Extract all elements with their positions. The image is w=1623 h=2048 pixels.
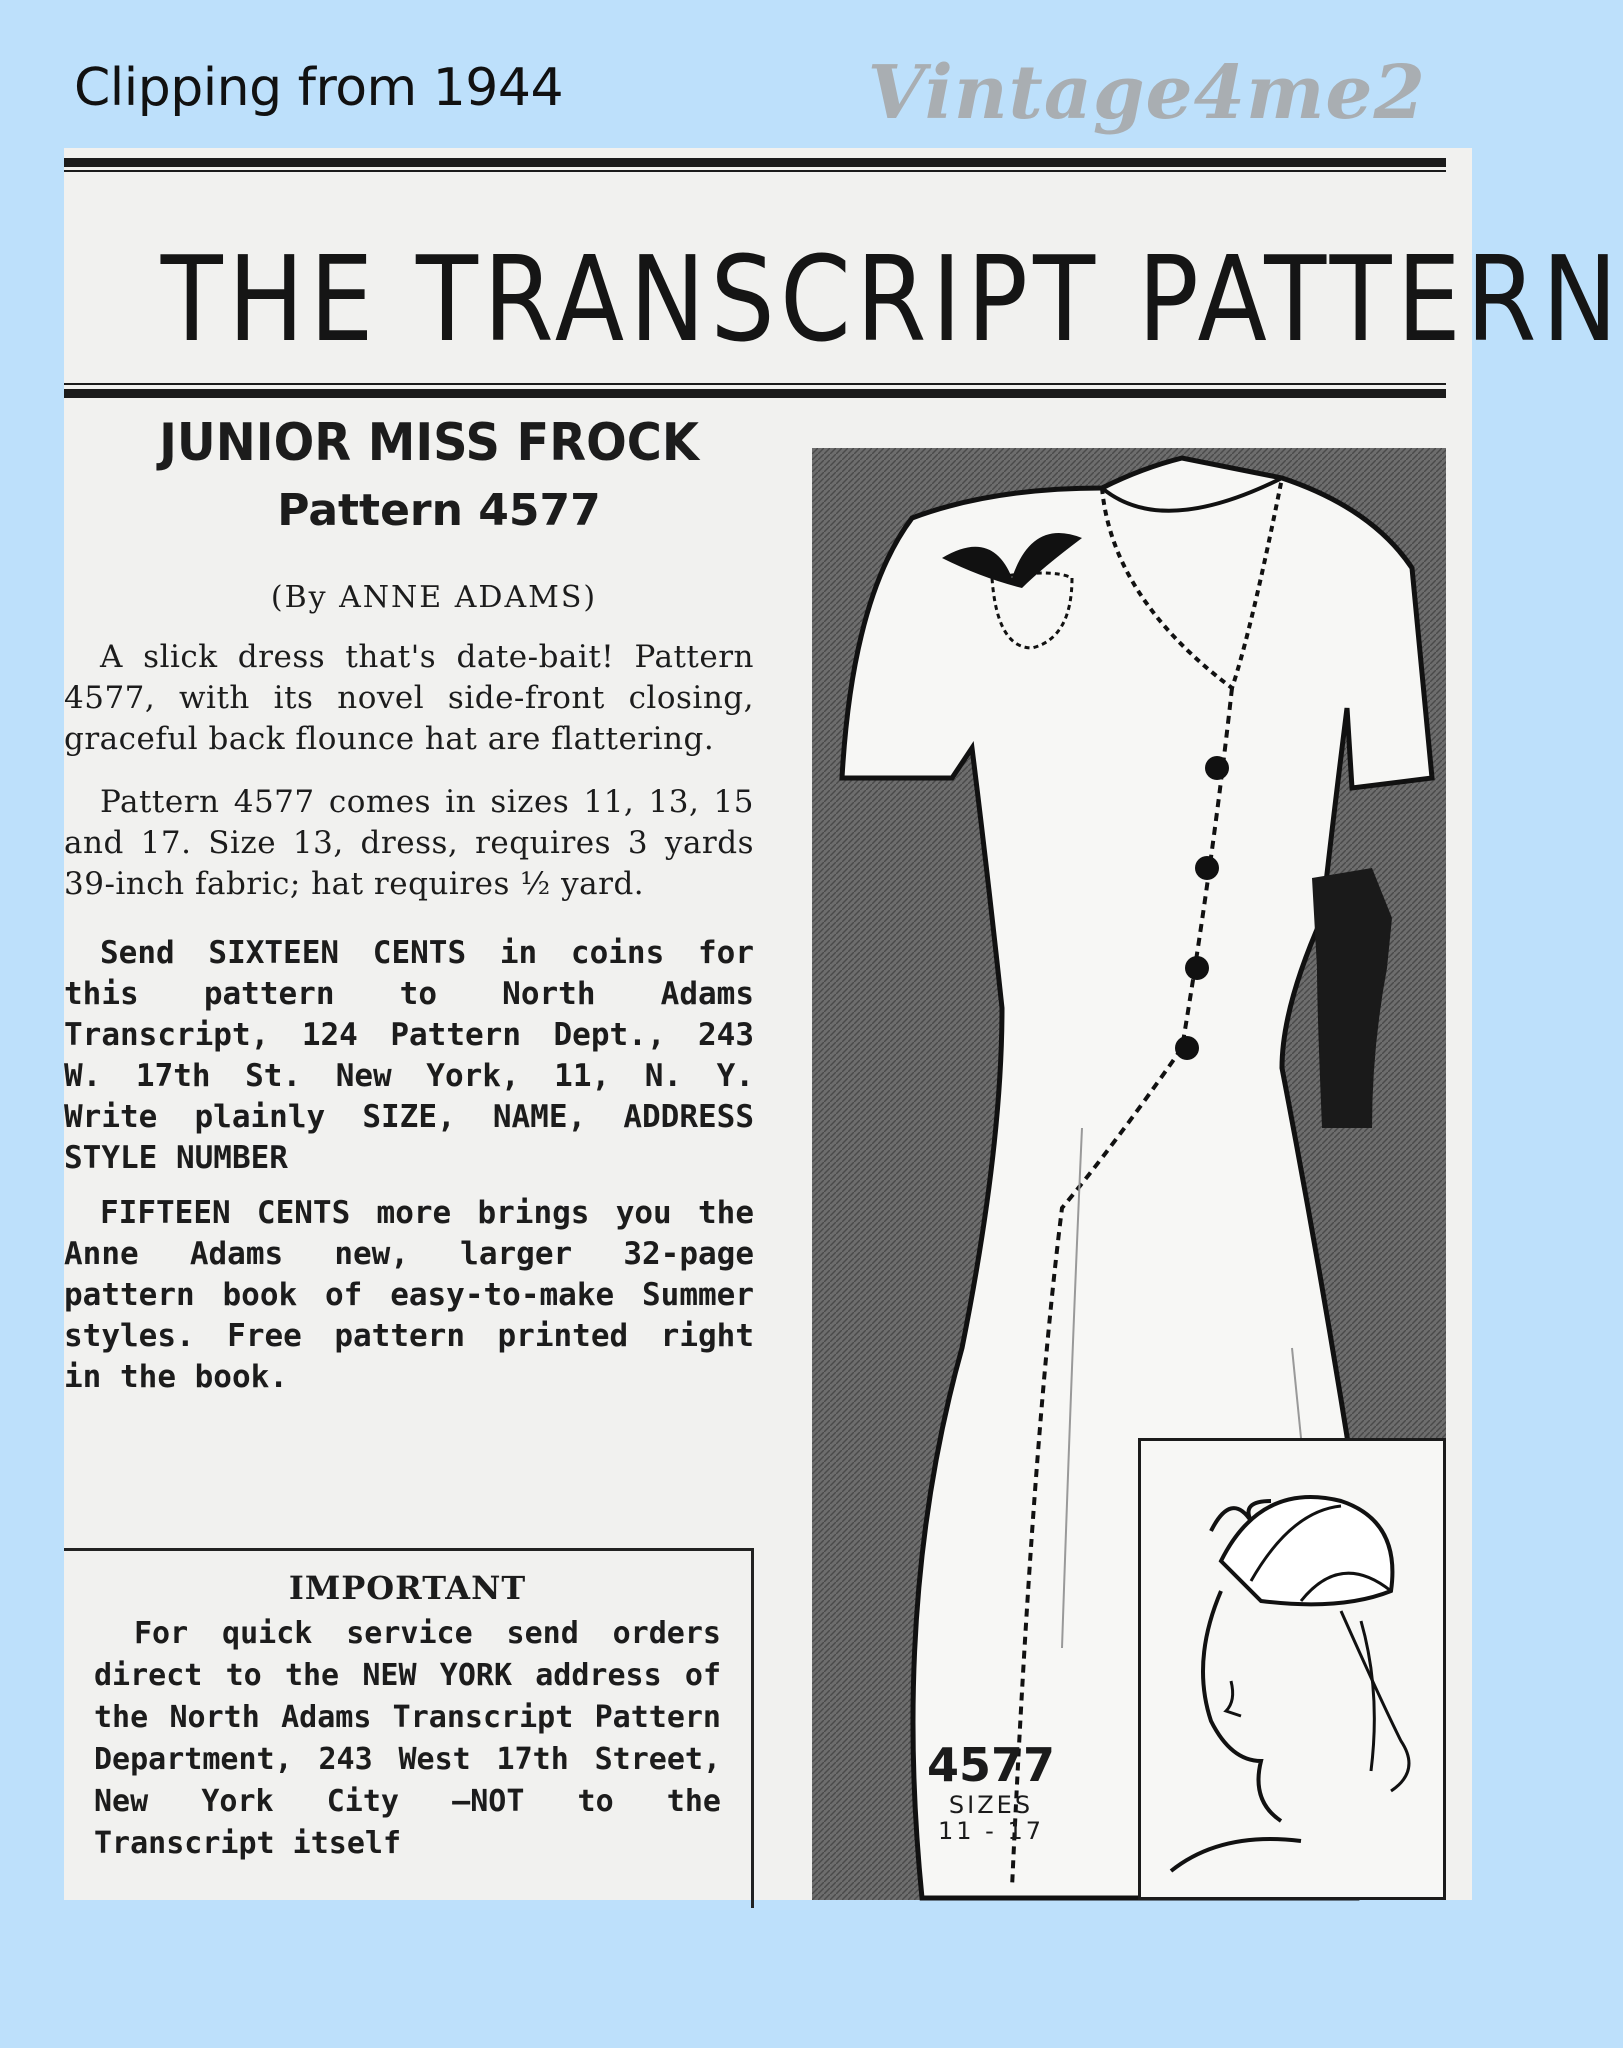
article-paragraph-2: Pattern 4577 comes in sizes 11, 13, 15 and 17. Size 13, dress, requires 3 yards 39-inch fabric; hat requires ½ yard. — [64, 784, 754, 902]
newspaper-clipping — [64, 148, 1623, 1900]
pattern-label — [916, 1738, 1066, 1844]
article-column — [64, 413, 764, 1398]
watermark-logo: Vintage4me2 — [867, 50, 1426, 136]
top-rule — [64, 158, 1446, 167]
article-paragraph-1: A slick dress that's date-bait! Pattern 4577, with its novel side-front closing, graceful back flounce hat are flattering. — [64, 639, 754, 757]
clipping-date-caption: Clipping from 1944 — [74, 58, 564, 118]
hat-inset — [1138, 1438, 1446, 1900]
article-paragraph-3: Send SIXTEEN CENTS in coins for this pattern to North Adams Transcript, 124 Pattern Dept., 243 W. 17th St. New York, 11, N. Y. Write plainly SIZE, NAME, ADDRESS STYLE NUMBER — [64, 935, 754, 1176]
button-3 — [1185, 956, 1209, 980]
button-1 — [1205, 756, 1229, 780]
hat-illustration — [1141, 1441, 1443, 1897]
button-2 — [1195, 856, 1219, 880]
top-rule-thin — [64, 170, 1446, 172]
button-4 — [1175, 1036, 1199, 1060]
important-text: For quick service send orders direct to the NEW YORK address of the North Adams Transcript Pattern Department, 243 West 17th Street, New York City —NOT to the Transcript itself — [94, 1616, 721, 1861]
mid-rule — [64, 389, 1446, 398]
subheadline: Pattern 4577 — [277, 485, 601, 536]
important-notice-box — [64, 1548, 754, 1908]
article-paragraph-4: FIFTEEN CENTS more brings you the Anne Adams new, larger 32-page pattern book of easy-to-make Summer styles. Free pattern printed right in the book. — [64, 1195, 754, 1395]
sizes-label: SIZES — [948, 1791, 1034, 1819]
headline: JUNIOR MISS FROCK — [159, 413, 699, 473]
important-title: IMPORTANT — [288, 1569, 527, 1607]
pattern-number: 4577 — [926, 1738, 1056, 1792]
byline: (By ANNE ADAMS) — [270, 580, 598, 615]
sizes-range: 11 - 17 — [938, 1817, 1044, 1845]
masthead: THE TRANSCRIPT PATTERN — [160, 230, 1623, 368]
mid-rule-thin — [64, 383, 1446, 385]
